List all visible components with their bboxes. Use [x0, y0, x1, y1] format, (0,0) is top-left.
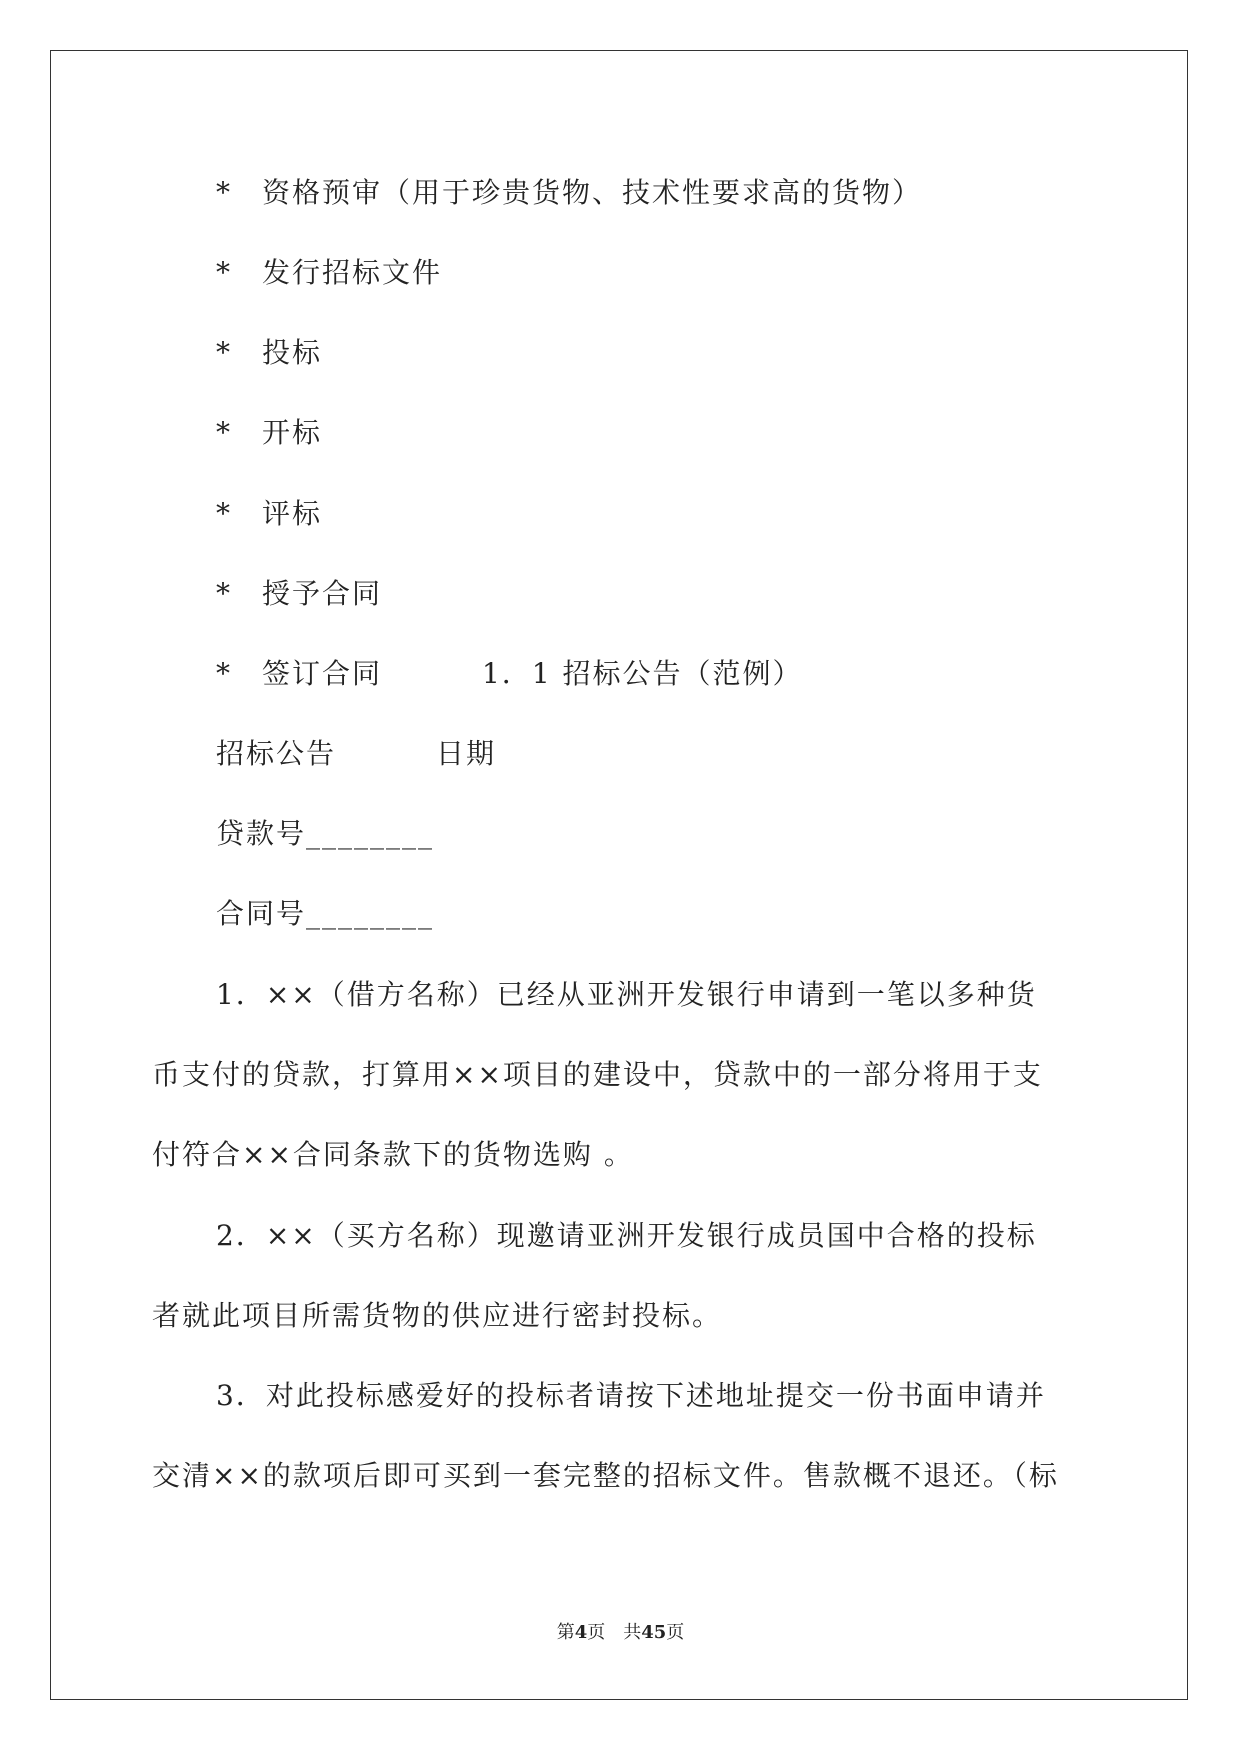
paragraph-line: 3．对此投标感爱好的投标者请按下述地址提交一份书面申请并: [216, 1379, 1046, 1412]
bullet-star: *: [216, 416, 232, 449]
paragraph-line: 付符合××合同条款下的货物选购 。: [152, 1138, 634, 1171]
paragraph-line: 交清××的款项后即可买到一套完整的招标文件。售款概不退还。（标: [152, 1459, 1059, 1492]
bullet-text: 授予合同: [262, 577, 383, 610]
bullet-text: 开标: [262, 416, 323, 449]
page-frame: [50, 50, 1188, 1700]
bullet-star: *: [216, 577, 232, 610]
paragraph-line: 者就此项目所需货物的供应进行密封投标。: [152, 1299, 723, 1332]
paragraph-line: 2．××（买方名称）现邀请亚洲开发银行成员国中合格的投标: [216, 1219, 1037, 1252]
bullet-star: *: [216, 256, 232, 289]
contract-number: 合同号________: [216, 897, 435, 930]
bullet-star: *: [216, 336, 232, 369]
bullet-text: 评标: [262, 497, 323, 530]
bullet-text: 签订合同: [262, 657, 383, 690]
current-page-number: 4: [574, 1622, 588, 1643]
paragraph-line: 1．××（借方名称）已经从亚洲开发银行申请到一笔以多种货: [216, 978, 1037, 1011]
bullet-item: [216, 256, 442, 290]
bullet-star: *: [216, 657, 232, 690]
notice-line: [216, 737, 496, 771]
loan-number: 贷款号________: [216, 817, 435, 850]
page-footer: 第4页 共45页: [556, 1622, 685, 1643]
bullet-item: [216, 336, 322, 370]
bullet-item: [216, 577, 382, 611]
section-heading: 1．1 招标公告（范例）: [482, 657, 803, 690]
date-label: 日期: [436, 737, 497, 770]
bullet-item: [216, 657, 803, 691]
bullet-star: *: [216, 176, 232, 209]
bullet-item: [216, 416, 322, 450]
bullet-text: 投标: [262, 336, 323, 369]
bullet-text: 发行招标文件: [262, 256, 443, 289]
bullet-text: 资格预审（用于珍贵货物、技术性要求高的货物）: [262, 176, 923, 209]
total-page-count: 45: [641, 1622, 667, 1643]
bullet-item: [216, 497, 322, 531]
notice-title: 招标公告: [216, 737, 337, 770]
bullet-item: [216, 176, 922, 210]
bullet-star: *: [216, 497, 232, 530]
paragraph-line: 币支付的贷款，打算用××项目的建设中，贷款中的一部分将用于支: [152, 1058, 1043, 1091]
